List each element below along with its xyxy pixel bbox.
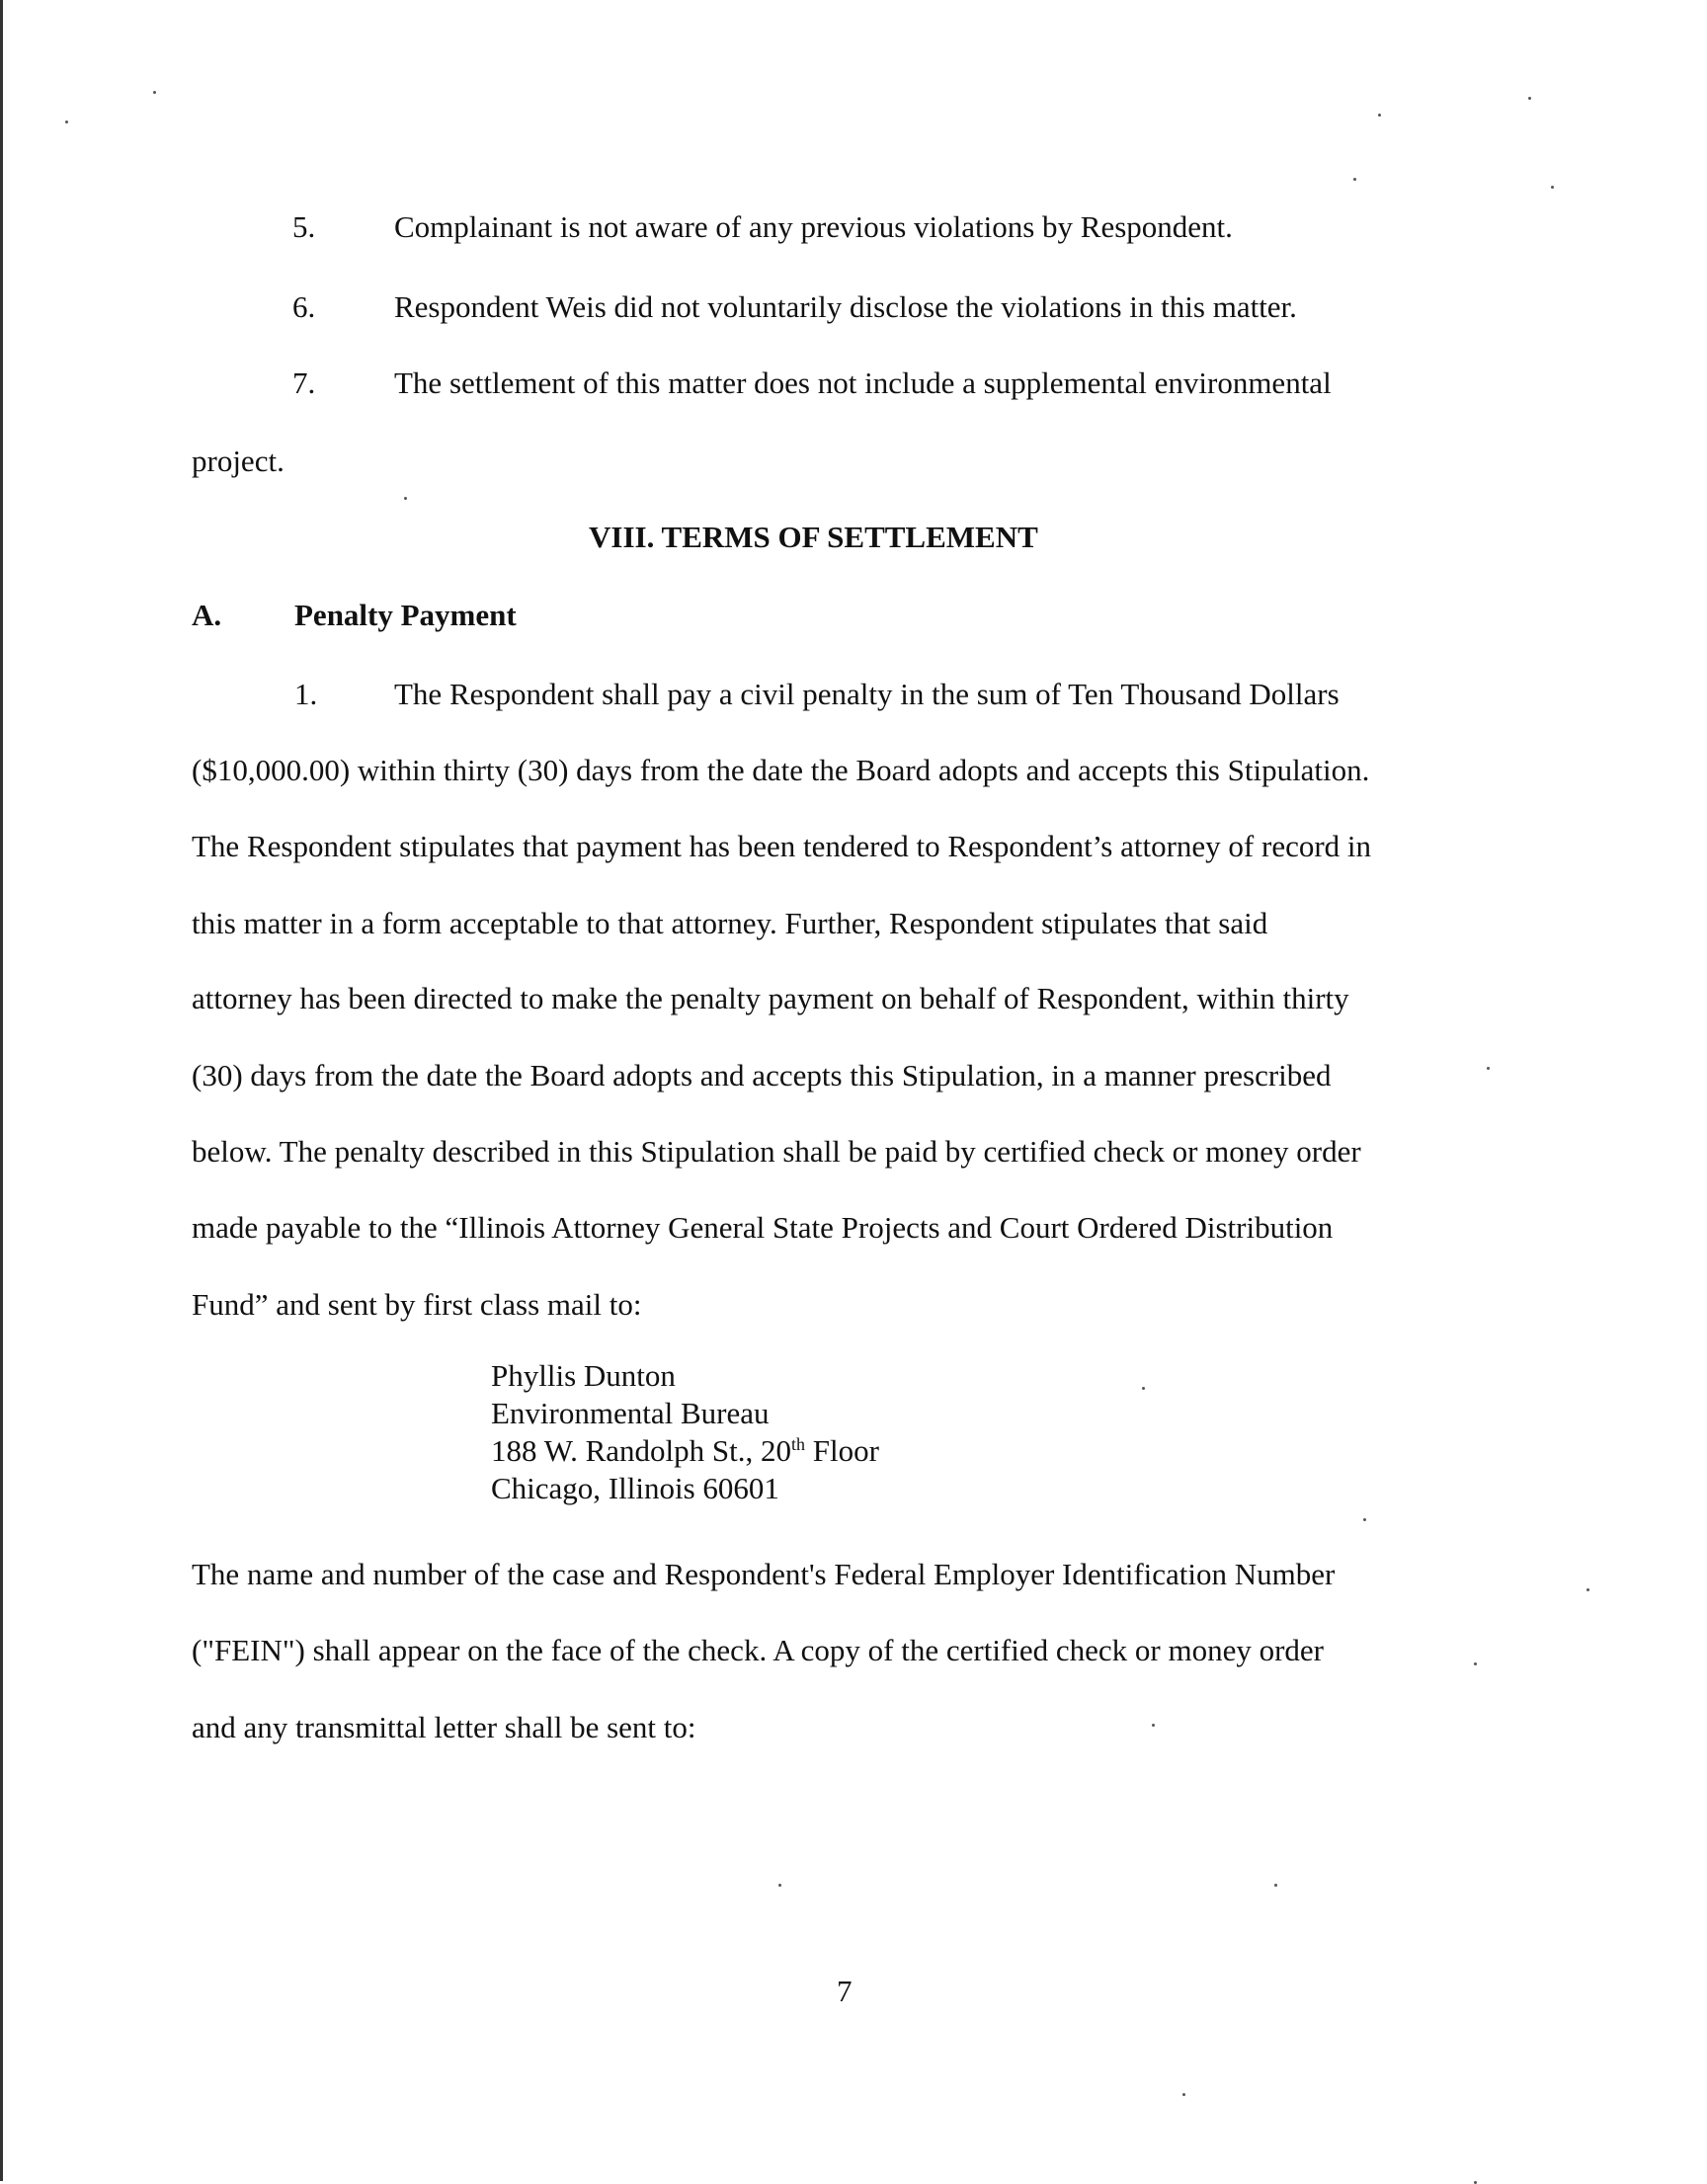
address-org: Environmental Bureau [491,1396,770,1430]
item-6-text: Respondent Weis did not voluntarily disclose the violations in this matter. [394,289,1297,324]
item-7-number: 7. [292,365,316,400]
scan-speck [65,121,68,123]
paragraph-1-line: ($10,000.00) within thirty (30) days from the date the Board adopts and accepts this Stipulation. [192,753,1370,787]
scan-speck [1474,1662,1477,1665]
closing-line: ("FEIN") shall appear on the face of the check. A copy of the certified check or money order [192,1633,1325,1667]
paragraph-1-line: The Respondent shall pay a civil penalty in the sum of Ten Thousand Dollars [394,677,1340,711]
subsection-letter: A. [192,598,222,632]
address-street: 188 W. Randolph St., 20th Floor [491,1433,879,1468]
paragraph-1-line: (30) days from the date the Board adopts and accepts this Stipulation, in a manner prescribed [192,1058,1332,1092]
item-7-continuation: project. [192,444,284,478]
paragraph-1-line: The Respondent stipulates that payment has been tendered to Respondent’s attorney of record in [192,829,1372,863]
item-5-number: 5. [292,209,316,244]
scan-speck [1182,2093,1185,2096]
item-7-text: The settlement of this matter does not include a supplemental environmental [394,365,1332,400]
scan-speck [778,1884,781,1887]
page-number: 7 [837,1974,853,2008]
scan-speck [1142,1387,1145,1390]
scan-speck [1551,186,1554,189]
paragraph-1-line: below. The penalty described in this Stipulation shall be paid by certified check or money order [192,1134,1361,1169]
scan-speck [1487,1067,1490,1070]
scan-speck [1363,1518,1366,1521]
paragraph-1-number: 1. [294,677,318,711]
item-6-number: 6. [292,289,316,324]
scan-left-edge [0,0,3,2181]
paragraph-1-line: this matter in a form acceptable to that attorney. Further, Respondent stipulates that said [192,906,1268,940]
scan-speck [1586,1588,1589,1591]
section-heading: VIII. TERMS OF SETTLEMENT [589,520,1038,554]
closing-line: and any transmittal letter shall be sent to: [192,1710,696,1744]
item-5-text: Complainant is not aware of any previous violations by Respondent. [394,209,1233,244]
paragraph-1-line: Fund” and sent by first class mail to: [192,1287,642,1322]
paragraph-1-line: attorney has been directed to make the penalty payment on behalf of Respondent, within thirty [192,981,1349,1015]
scan-speck [153,91,156,94]
scan-speck [1152,1724,1155,1727]
closing-line: The name and number of the case and Respondent's Federal Employer Identification Number [192,1557,1336,1591]
scan-speck [1528,97,1531,100]
address-city: Chicago, Illinois 60601 [491,1471,779,1505]
mailing-address [491,1357,879,1507]
scan-speck [1378,114,1381,117]
scan-speck [1274,1884,1277,1887]
scan-speck [404,497,407,500]
paragraph-1-line: made payable to the “Illinois Attorney General State Projects and Court Ordered Distribution [192,1210,1334,1245]
address-name: Phyllis Dunton [491,1358,676,1393]
subsection-title: Penalty Payment [294,598,517,632]
scan-speck [1353,178,1356,181]
